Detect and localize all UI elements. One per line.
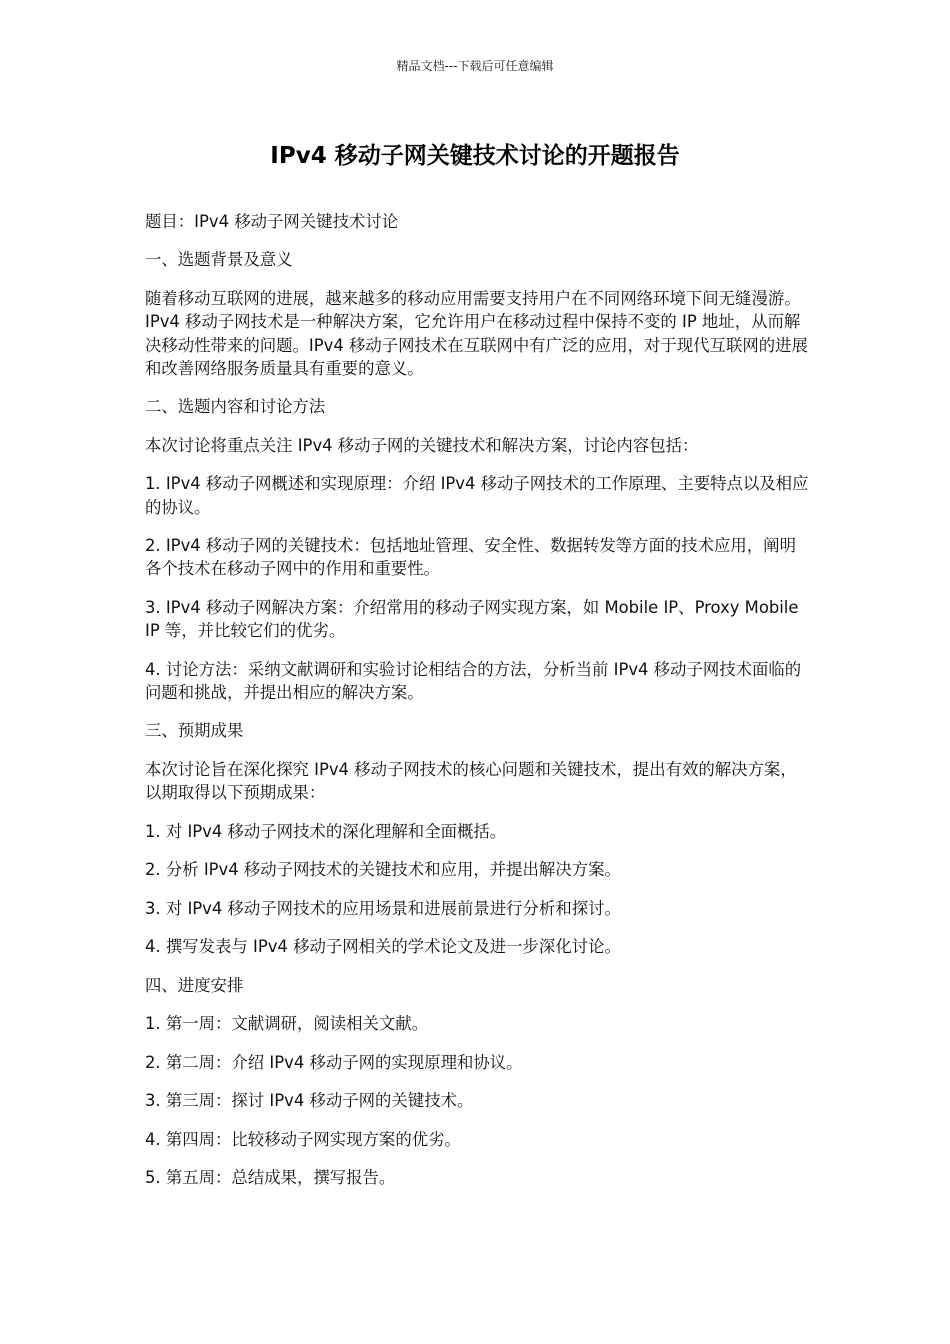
list-item: 2. IPv4 移动子网的关键技术：包括地址管理、安全性、数据转发等方面的技术应用，阐明各个技术在移动子网中的作用和重要性。 xyxy=(145,536,796,579)
paragraph: 随着移动互联网的进展，越来越多的移动应用需要支持用户在不同网络环境下间无缝漫游。IPv4 移动子网技术是一种解决方案，它允许用户在移动过程中保持不变的 IP 地址，从而解决移动性带来的问题。IPv4 移动子网技术在互联网中有广泛的应用，对于现代互联网的进展和改善网络服务质量具有重要的意义。 xyxy=(145,288,808,378)
section-heading: 三、预期成果 xyxy=(145,721,244,741)
list-item: 3. 对 IPv4 移动子网技术的应用场景和进展前景进行分析和探讨。 xyxy=(145,898,621,918)
list-item: 3. IPv4 移动子网解决方案：介绍常用的移动子网实现方案，如 Mobile IP、Proxy Mobile IP 等，并比较它们的优劣。 xyxy=(145,597,799,641)
list-item: 1. 第一周：文献调研，阅读相关文献。 xyxy=(145,1014,429,1034)
document-body xyxy=(145,210,810,1205)
list-item: 4. 讨论方法：采纳文献调研和实验讨论相结合的方法，分析当前 IPv4 移动子网技术面临的问题和挑战，并提出相应的解决方案。 xyxy=(145,659,802,702)
paragraph: 本次讨论将重点关注 IPv4 移动子网的关键技术和解决方案，讨论内容包括： xyxy=(145,435,699,455)
paragraph: 本次讨论旨在深化探究 IPv4 移动子网技术的核心问题和关键技术，提出有效的解决方案，以期取得以下预期成果： xyxy=(145,759,797,803)
list-item: 4. 第四周：比较移动子网实现方案的优劣。 xyxy=(145,1129,461,1149)
list-item: 1. IPv4 移动子网概述和实现原理：介绍 IPv4 移动子网技术的工作原理、主要特点以及相应的协议。 xyxy=(145,474,809,517)
subject-line: 题目：IPv4 移动子网关键技术讨论 xyxy=(145,212,399,231)
list-item: 2. 第二周：介绍 IPv4 移动子网的实现原理和协议。 xyxy=(145,1052,523,1072)
section-heading: 一、选题背景及意义 xyxy=(145,250,293,270)
list-item: 2. 分析 IPv4 移动子网技术的关键技术和应用，并提出解决方案。 xyxy=(145,860,621,880)
list-item: 3. 第三周：探讨 IPv4 移动子网的关键技术。 xyxy=(145,1091,474,1111)
section-heading: 二、选题内容和讨论方法 xyxy=(145,397,326,417)
list-item: 5. 第五周：总结成果，撰写报告。 xyxy=(145,1168,396,1188)
document-title: IPv4 移动子网关键技术讨论的开题报告 xyxy=(270,143,680,169)
list-item: 4. 撰写发表与 IPv4 移动子网相关的学术论文及进一步深化讨论。 xyxy=(145,937,621,957)
list-item: 1. 对 IPv4 移动子网技术的深化理解和全面概括。 xyxy=(145,821,507,841)
page-header: 精品文档---下载后可任意编辑 xyxy=(396,59,554,73)
section-heading: 四、进度安排 xyxy=(145,975,244,995)
